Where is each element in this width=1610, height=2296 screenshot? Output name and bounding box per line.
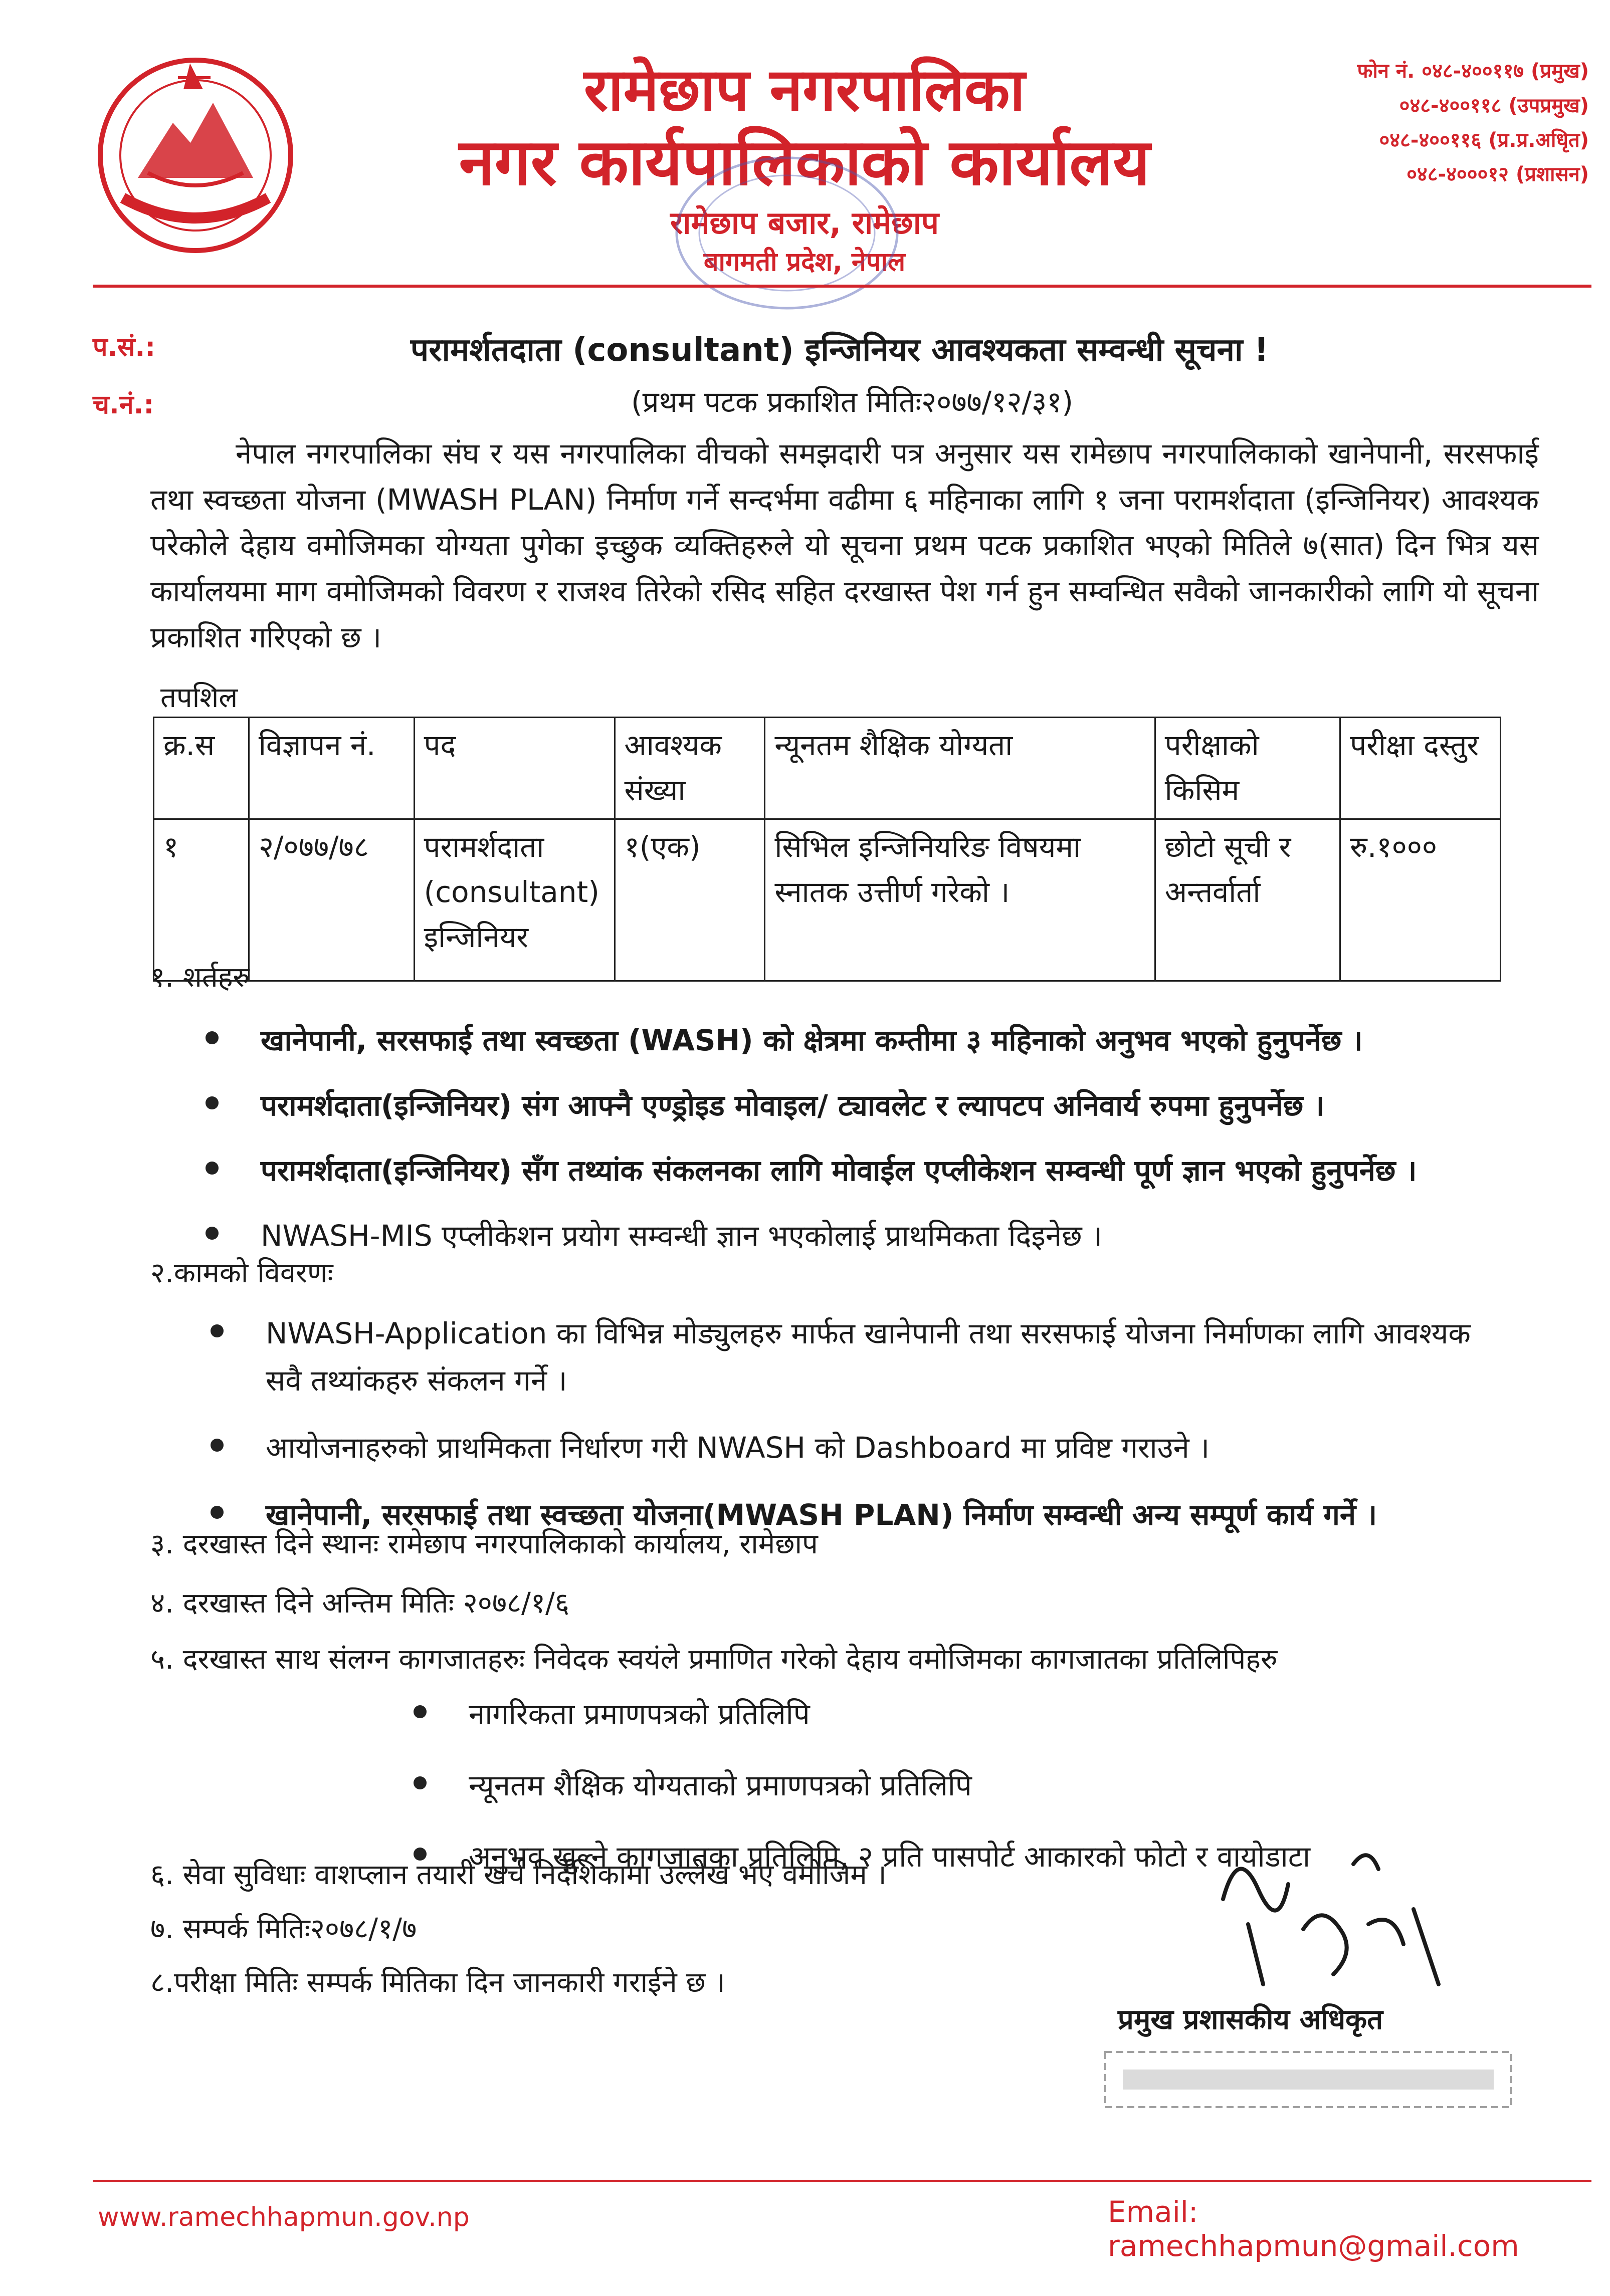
list-item xyxy=(206,1147,1559,1195)
publish-date: (प्रथम पटक प्रकाशित मितिः२०७७/१२/३१) xyxy=(631,385,1073,419)
list-item xyxy=(206,1213,1559,1260)
table-header-cell: न्यूनतम शैक्षिक योग्यता xyxy=(765,718,1155,819)
phone-row xyxy=(1268,157,1589,192)
list-item xyxy=(211,1310,1514,1405)
list-item-text: अनुभव खुल्ने कागजातका प्रतिलिपि, २ प्रति पासपोर्ट आकारको फोटो र वायोडाटा xyxy=(469,1839,1310,1874)
table-cell: सिभिल इन्जिनियरिङ विषयमा स्नातक उत्तीर्ण गरेको । xyxy=(765,819,1155,981)
phone-number: ०४८-४००११७ xyxy=(1422,60,1524,83)
application-place: ३. दरखास्त दिने स्थानः रामेछाप नगरपालिकाको कार्यालय, रामेछाप xyxy=(150,1528,818,1560)
work-title: २.कामको विवरणः xyxy=(150,1257,333,1289)
dispatch-number-label: च.नं.: xyxy=(93,390,154,420)
list-item-text: नागरिकता प्रमाणपत्रको प्रतिलिपि xyxy=(469,1697,810,1731)
list-item xyxy=(211,1425,1514,1472)
bullet-icon xyxy=(206,1031,219,1044)
phone-row xyxy=(1268,123,1589,158)
notice-title: परामर्शतदाता (consultant) इन्जिनियर आवश्यकता सम्वन्धी सूचना ! xyxy=(410,332,1269,369)
table-header-cell: क्र.स xyxy=(154,718,249,819)
list-item xyxy=(414,1691,1566,1738)
table-row xyxy=(154,819,1501,981)
phone-number: ०४८-४००११६ xyxy=(1379,128,1482,152)
phone-label: फोन नं. xyxy=(1357,60,1415,83)
application-deadline: ४. दरखास्त दिने अन्तिम मितिः २०७८/१/६ xyxy=(150,1587,570,1620)
table-header-cell: परीक्षाको किसिम xyxy=(1155,718,1340,819)
schedule-label: तपशिल xyxy=(160,681,238,714)
phone-role: (उपप्रमुख) xyxy=(1508,94,1589,117)
bullet-icon xyxy=(206,1227,219,1240)
bullet-icon xyxy=(414,1705,427,1718)
list-item-text: NWASH-Application का विभिन्न मोड्युलहरु मार्फत खानेपानी तथा सरसफाई योजना निर्माणका लागि आवश्यक सवै तथ्यांकहरु संकलन गर्ने । xyxy=(266,1316,1471,1398)
documents-title: ५. दरखास्त साथ संलग्न कागजातहरुः निवेदक स्वयंले प्रमाणित गरेको देहाय वमोजिमका कागजातका प्रतिलिपिहरु xyxy=(150,1643,1278,1676)
office-name: नगर कार्यपालिकाको कार्यालय xyxy=(459,125,1150,200)
table-header-cell: पद xyxy=(414,718,615,819)
table-header-row xyxy=(154,718,1501,819)
handwritten-signature xyxy=(1203,1824,1484,2024)
table-cell: २/०७७/७८ xyxy=(249,819,414,981)
table-header-cell: परीक्षा दस्तुर xyxy=(1340,718,1501,819)
footer-divider xyxy=(93,2180,1591,2182)
office-stamp-ghost xyxy=(667,150,907,316)
reference-number-label: प.सं.: xyxy=(93,332,155,362)
phone-list xyxy=(1268,54,1589,192)
nepal-emblem-logo xyxy=(93,48,298,258)
bullet-icon xyxy=(211,1324,224,1337)
table-header-cell: आवश्यक संख्या xyxy=(615,718,765,819)
email-link[interactable]: Email: ramechhapmun@gmail.com xyxy=(1108,2195,1519,2263)
bullet-icon xyxy=(206,1096,219,1109)
list-item xyxy=(414,1762,1566,1809)
work-list xyxy=(211,1310,1514,1559)
phone-row xyxy=(1268,89,1589,123)
bullet-icon xyxy=(414,1776,427,1789)
exam-date: ८.परीक्षा मितिः सम्पर्क मितिका दिन जानकारी गराईने छ । xyxy=(150,1966,725,1999)
table-cell: १(एक) xyxy=(615,819,765,981)
phone-role: (प्रशासन) xyxy=(1515,163,1589,186)
name-stamp xyxy=(1103,2049,1514,2110)
office-province: बागमती प्रदेश, नेपाल xyxy=(703,247,906,278)
phone-number: ०४८-४०००१२ xyxy=(1406,163,1509,186)
header-divider xyxy=(93,285,1591,288)
list-item xyxy=(206,1082,1559,1129)
table-header-cell: विज्ञापन नं. xyxy=(249,718,414,819)
signatory-title: प्रमुख प्रशासकीय अधिकृत xyxy=(1118,2003,1383,2036)
list-item-text: परामर्शदाता(इन्जिनियर) संग आफ्नै एण्ड्रोइड मोवाइल/ ट्यावलेट र ल्यापटप अनिवार्य रुपमा हुनुपर्नेछ । xyxy=(261,1088,1325,1122)
table-cell: छोटो सूची र अन्तर्वार्ता xyxy=(1155,819,1340,981)
phone-role: (प्र.प्र.अधिृत) xyxy=(1488,128,1589,152)
list-item-text: खानेपानी, सरसफाई तथा स्वच्छता योजना(MWASH PLAN) निर्माण सम्वन्धी अन्य सम्पूर्ण कार्य गर्ने । xyxy=(266,1497,1377,1532)
list-item xyxy=(206,1017,1559,1064)
list-item-text: खानेपानी, सरसफाई तथा स्वच्छता (WASH) को क्षेत्रमा कम्तीमा ३ महिनाको अनुभव भएको हुनुपर्नेछ । xyxy=(261,1023,1363,1057)
list-item-text: न्यूनतम शैक्षिक योग्यताको प्रमाणपत्रको प्रतिलिपि xyxy=(469,1768,972,1802)
table-cell: १ xyxy=(154,819,249,981)
website-link[interactable]: www.ramechhapmun.gov.np xyxy=(98,2202,470,2232)
list-item-text: परामर्शदाता(इन्जिनियर) सँग तथ्यांक संकलनका लागि मोवाईल एप्लीकेशन सम्वन्धी पूर्ण ज्ञान भएको हुनुपर्नेछ । xyxy=(261,1153,1417,1188)
conditions-title: १. शर्तहरु xyxy=(150,961,250,994)
phone-number: ०४८-४००११८ xyxy=(1399,94,1502,117)
municipality-name: रामेछाप नगरपालिका xyxy=(583,55,1026,124)
list-item-text: NWASH-MIS एप्लीकेशन प्रयोग सम्वन्धी ज्ञान भएकोलाई प्राथमिकता दिइनेछ । xyxy=(261,1218,1103,1253)
contact-date: ७. सम्पर्क मितिः२०७८/१/७ xyxy=(150,1913,417,1945)
table-cell: रु.१००० xyxy=(1340,819,1501,981)
office-address: रामेछाप बजार, रामेछाप xyxy=(670,204,939,242)
bullet-icon xyxy=(211,1439,224,1452)
conditions-list xyxy=(206,1017,1559,1278)
list-item-text: आयोजनाहरुको प्राथमिकता निर्धारण गरी NWASH को Dashboard मा प्रविष्ट गराउने । xyxy=(266,1430,1210,1465)
notice-intro-paragraph: नेपाल नगरपालिका संघ र यस नगरपालिका वीचको समझदारी पत्र अनुसार यस रामेछाप नगरपालिकाको खानेपानी, सरसफाई तथा स्वच्छता योजना (MWASH PLAN) निर्माण गर्ने सन्दर्भमा वढीमा ६ महिनाका लागि १ जना परामर्शदाता (इन्जिनियर) आवश्यक परेकोले देहाय वमोजिमका योग्यता पुगेका इच्छुक व्यक्तिहरुले यो सूचना प्रथम पटक प्रकाशित भएको मितिले ७(सात) दिन भित्र यस कार्यालयमा माग वमोजिमको विवरण र राजश्व तिरेको रसिद सहित दरखास्त पेश गर्न हुन सम्वन्धित सवैको जानकारीको लागि यो सूचना प्रकाशित गरिएको छ । xyxy=(150,436,1539,654)
vacancy-table xyxy=(153,717,1501,982)
service-facility: ६. सेवा सुविधाः वाशप्लान तयारी खर्च निर्देशिकामा उल्लेख भए वमोजिम । xyxy=(150,1859,887,1891)
phone-row xyxy=(1268,54,1589,89)
bullet-icon xyxy=(206,1162,219,1175)
table-cell: परामर्शदाता (consultant) इन्जिनियर xyxy=(414,819,615,981)
phone-role: (प्रमुख) xyxy=(1531,60,1589,83)
bullet-icon xyxy=(211,1506,224,1519)
